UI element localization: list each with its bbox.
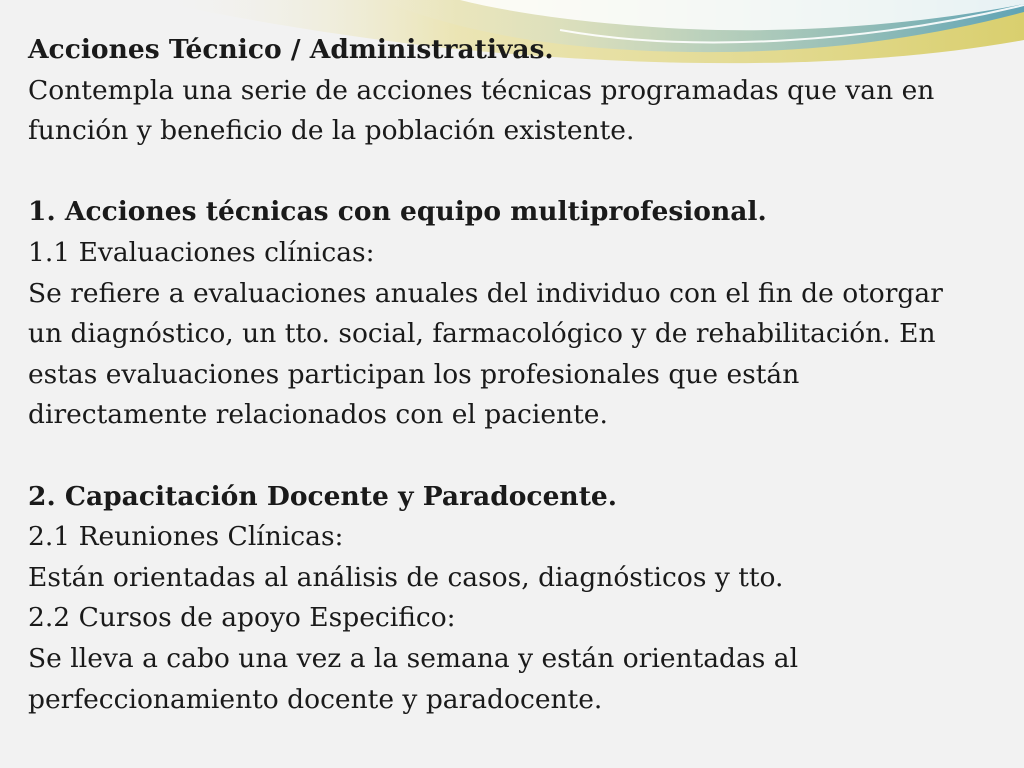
section-2-sub2: 2.2 Cursos de apoyo Especifico:: [28, 602, 456, 634]
spacer: [28, 436, 1018, 477]
section-1-title: 1. Acciones técnicas con equipo multiprofesional.: [28, 196, 767, 228]
intro-line-2: función y beneficio de la población existente.: [28, 115, 635, 147]
section-1-subtitle: 1.1 Evaluaciones clínicas:: [28, 236, 375, 268]
section-2-sub1-body: Están orientadas al análisis de casos, diagnósticos y tto.: [28, 561, 784, 593]
spacer: [28, 152, 1018, 193]
intro-line-1: Contempla una serie de acciones técnicas programadas que van en: [28, 74, 935, 106]
section-1-body-line: Se refiere a evaluaciones anuales del individuo con el fin de otorgar: [28, 277, 943, 309]
section-2-sub2-body-line: perfeccionamiento docente y paradocente.: [28, 683, 603, 715]
slide-content: [28, 30, 1018, 720]
section-2-title: 2. Capacitación Docente y Paradocente.: [28, 480, 618, 512]
slide-heading: Acciones Técnico / Administrativas.: [28, 34, 554, 65]
section-2-sub2-body-line: Se lleva a cabo una vez a la semana y están orientadas al: [28, 642, 799, 674]
section-1-body-line: directamente relacionados con el paciente.: [28, 399, 608, 431]
section-1-body-line: estas evaluaciones participan los profesionales que están: [28, 358, 800, 390]
section-1-body-line: un diagnóstico, un tto. social, farmacológico y de rehabilitación. En: [28, 318, 936, 350]
section-2-sub1: 2.1 Reuniones Clínicas:: [28, 521, 344, 553]
